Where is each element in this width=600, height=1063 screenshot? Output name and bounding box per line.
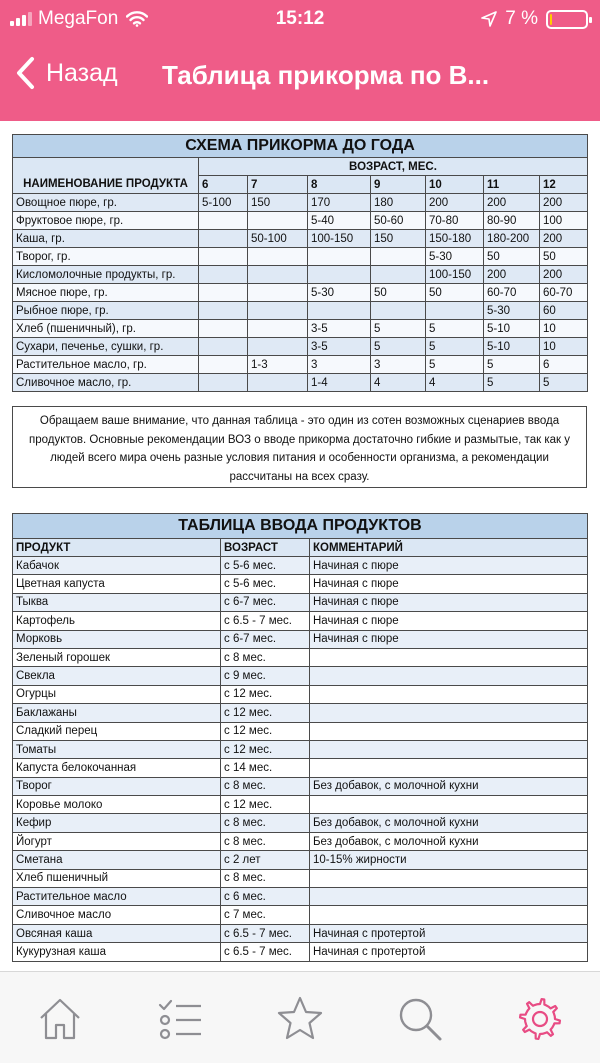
amount-cell: 5 — [426, 356, 484, 374]
product-cell: Сладкий перец — [13, 722, 221, 740]
amount-cell: 5 — [484, 374, 540, 392]
amount-cell: 5 — [426, 338, 484, 356]
product-cell: Кукурузная каша — [13, 943, 221, 961]
chevron-left-icon — [14, 56, 36, 90]
amount-cell — [199, 284, 248, 302]
product-name-cell: Хлеб (пшеничный), гр. — [13, 320, 199, 338]
age-cell: с 6.5 - 7 мес. — [221, 943, 310, 961]
amount-cell: 10 — [540, 338, 588, 356]
product-cell: Кабачок — [13, 557, 221, 575]
age-cell: с 8 мес. — [221, 777, 310, 795]
amount-cell: 4 — [426, 374, 484, 392]
age-cell: с 7 мес. — [221, 906, 310, 924]
comment-cell — [310, 869, 588, 887]
table-row — [13, 356, 588, 374]
age-cell: с 6-7 мес. — [221, 630, 310, 648]
amount-cell: 5 — [371, 338, 426, 356]
table-row — [13, 248, 588, 266]
amount-cell — [248, 320, 308, 338]
month-header: 9 — [371, 176, 426, 194]
table-row — [13, 284, 588, 302]
age-cell: с 12 мес. — [221, 704, 310, 722]
amount-cell — [308, 248, 371, 266]
amount-cell: 3-5 — [308, 338, 371, 356]
product-cell: Сметана — [13, 851, 221, 869]
comment-cell: Начиная с пюре — [310, 612, 588, 630]
table-row — [13, 740, 588, 758]
table-row — [13, 648, 588, 666]
header — [0, 0, 600, 121]
amount-cell: 5-40 — [308, 212, 371, 230]
amount-cell: 3 — [308, 356, 371, 374]
amount-cell: 3 — [371, 356, 426, 374]
amount-cell — [199, 302, 248, 320]
product-cell: Тыква — [13, 593, 221, 611]
comment-cell: 10-15% жирности — [310, 851, 588, 869]
product-cell: Сливочное масло — [13, 906, 221, 924]
battery-level — [550, 14, 552, 25]
table-row — [13, 667, 588, 685]
column-header: ВОЗРАСТ — [221, 539, 310, 557]
product-cell: Хлеб пшеничный — [13, 869, 221, 887]
amount-cell — [199, 212, 248, 230]
location-icon — [481, 11, 497, 27]
comment-cell — [310, 906, 588, 924]
amount-cell: 50-100 — [248, 230, 308, 248]
back-label: Назад — [46, 58, 118, 87]
comment-cell: Без добавок, с молочной кухни — [310, 777, 588, 795]
amount-cell — [371, 302, 426, 320]
product-cell: Йогурт — [13, 832, 221, 850]
product-name-cell: Рыбное пюре, гр. — [13, 302, 199, 320]
tab-bar — [0, 971, 600, 1063]
table-row — [13, 888, 588, 906]
amount-cell: 200 — [484, 194, 540, 212]
table-row — [13, 266, 588, 284]
month-header: 8 — [308, 176, 371, 194]
table-row — [13, 851, 588, 869]
amount-cell: 50 — [484, 248, 540, 266]
comment-cell: Начиная с пюре — [310, 593, 588, 611]
feeding-scheme-table — [12, 134, 588, 392]
comment-cell: Начиная с пюре — [310, 630, 588, 648]
amount-cell — [248, 338, 308, 356]
amount-cell — [248, 212, 308, 230]
amount-cell: 5-30 — [484, 302, 540, 320]
comment-cell: Без добавок, с молочной кухни — [310, 832, 588, 850]
age-cell: с 5-6 мес. — [221, 557, 310, 575]
tab-checklist[interactable] — [155, 994, 205, 1044]
tab-home[interactable] — [35, 994, 85, 1044]
column-header: ПРОДУКТ — [13, 539, 221, 557]
table-row — [13, 338, 588, 356]
amount-cell: 6 — [540, 356, 588, 374]
product-name-cell: Сухари, печенье, сушки, гр. — [13, 338, 199, 356]
amount-cell — [371, 266, 426, 284]
comment-cell — [310, 648, 588, 666]
product-cell: Баклажаны — [13, 704, 221, 722]
product-cell: Растительное масло — [13, 888, 221, 906]
age-cell: с 8 мес. — [221, 648, 310, 666]
product-cell: Капуста белокочанная — [13, 759, 221, 777]
amount-cell: 200 — [540, 194, 588, 212]
amount-cell — [199, 374, 248, 392]
amount-cell — [308, 266, 371, 284]
amount-cell: 5-10 — [484, 338, 540, 356]
amount-cell: 50 — [540, 248, 588, 266]
amount-cell: 150 — [371, 230, 426, 248]
table-row — [13, 722, 588, 740]
month-header: 6 — [199, 176, 248, 194]
amount-cell: 50-60 — [371, 212, 426, 230]
table-row — [13, 832, 588, 850]
amount-cell: 5-30 — [308, 284, 371, 302]
amount-cell: 60-70 — [484, 284, 540, 302]
amount-cell: 100-150 — [308, 230, 371, 248]
nav-bar — [0, 46, 600, 112]
product-cell: Цветная капуста — [13, 575, 221, 593]
table-row — [13, 869, 588, 887]
comment-cell: Начиная с пюре — [310, 557, 588, 575]
amount-cell: 10 — [540, 320, 588, 338]
comment-cell: Начиная с протертой — [310, 924, 588, 942]
amount-cell: 200 — [540, 266, 588, 284]
age-cell: с 6-7 мес. — [221, 593, 310, 611]
column-header: КОММЕНТАРИЙ — [310, 539, 588, 557]
age-cell: с 12 мес. — [221, 740, 310, 758]
tab-search[interactable] — [395, 994, 445, 1044]
comment-cell — [310, 704, 588, 722]
amount-cell — [199, 356, 248, 374]
home-icon — [35, 994, 85, 1044]
amount-cell — [308, 302, 371, 320]
age-cell: с 5-6 мес. — [221, 575, 310, 593]
age-header: ВОЗРАСТ, МЕС. — [199, 158, 588, 176]
search-icon — [395, 994, 445, 1044]
comment-cell — [310, 740, 588, 758]
checklist-icon — [155, 994, 205, 1044]
product-name-cell: Овощное пюре, гр. — [13, 194, 199, 212]
product-cell: Морковь — [13, 630, 221, 648]
table-row — [13, 943, 588, 961]
product-name-cell: Растительное масло, гр. — [13, 356, 199, 374]
amount-cell: 70-80 — [426, 212, 484, 230]
age-cell: с 12 мес. — [221, 722, 310, 740]
amount-cell — [199, 230, 248, 248]
table-row — [13, 796, 588, 814]
month-header: 12 — [540, 176, 588, 194]
amount-cell: 3-5 — [308, 320, 371, 338]
amount-cell: 60-70 — [540, 284, 588, 302]
table-row — [13, 685, 588, 703]
table-row — [13, 777, 588, 795]
comment-cell — [310, 722, 588, 740]
content-scroll[interactable] — [0, 121, 600, 971]
product-name-cell: Кисломолочные продукты, гр. — [13, 266, 199, 284]
amount-cell: 200 — [484, 266, 540, 284]
tab-favorites[interactable] — [275, 994, 325, 1044]
product-cell: Картофель — [13, 612, 221, 630]
product-cell: Коровье молоко — [13, 796, 221, 814]
amount-cell: 100-150 — [426, 266, 484, 284]
table-row — [13, 374, 588, 392]
table-row — [13, 230, 588, 248]
product-cell: Свекла — [13, 667, 221, 685]
feeding-scheme-title: СХЕМА ПРИКОРМА ДО ГОДА — [13, 135, 588, 158]
age-cell: с 9 мес. — [221, 667, 310, 685]
amount-cell: 1-3 — [248, 356, 308, 374]
amount-cell — [248, 284, 308, 302]
star-icon — [275, 994, 325, 1044]
amount-cell — [248, 266, 308, 284]
amount-cell: 5-30 — [426, 248, 484, 266]
amount-cell: 1-4 — [308, 374, 371, 392]
status-bar — [0, 0, 600, 38]
table-row — [13, 814, 588, 832]
table-row — [13, 320, 588, 338]
product-intro-table — [12, 513, 588, 962]
table-row — [13, 575, 588, 593]
back-button[interactable] — [14, 56, 118, 90]
product-cell: Томаты — [13, 740, 221, 758]
month-header: 11 — [484, 176, 540, 194]
amount-cell: 5 — [426, 320, 484, 338]
carrier-name: MegaFon — [38, 8, 119, 29]
amount-cell — [199, 248, 248, 266]
amount-cell: 5-10 — [484, 320, 540, 338]
amount-cell — [248, 374, 308, 392]
table-row — [13, 630, 588, 648]
clock: 15:12 — [275, 8, 325, 29]
amount-cell: 200 — [540, 230, 588, 248]
product-cell: Творог — [13, 777, 221, 795]
table-row — [13, 704, 588, 722]
amount-cell: 5-100 — [199, 194, 248, 212]
month-header: 10 — [426, 176, 484, 194]
table-row — [13, 212, 588, 230]
table-row — [13, 906, 588, 924]
product-name-cell: Мясное пюре, гр. — [13, 284, 199, 302]
amount-cell: 50 — [426, 284, 484, 302]
age-cell: с 12 мес. — [221, 796, 310, 814]
amount-cell: 4 — [371, 374, 426, 392]
amount-cell: 5 — [540, 374, 588, 392]
age-cell: с 2 лет — [221, 851, 310, 869]
comment-cell — [310, 685, 588, 703]
product-cell: Овсяная каша — [13, 924, 221, 942]
comment-cell — [310, 888, 588, 906]
comment-cell: Начиная с пюре — [310, 575, 588, 593]
age-cell: с 6 мес. — [221, 888, 310, 906]
amount-cell: 200 — [426, 194, 484, 212]
battery-percent: 7 % — [505, 8, 538, 29]
comment-cell — [310, 759, 588, 777]
amount-cell: 5 — [371, 320, 426, 338]
age-cell: с 12 мес. — [221, 685, 310, 703]
amount-cell: 50 — [371, 284, 426, 302]
battery-icon — [546, 10, 588, 29]
table-row — [13, 194, 588, 212]
comment-cell — [310, 667, 588, 685]
age-cell: с 6.5 - 7 мес. — [221, 612, 310, 630]
amount-cell: 100 — [540, 212, 588, 230]
month-header: 7 — [248, 176, 308, 194]
gear-icon — [515, 994, 565, 1044]
amount-cell: 80-90 — [484, 212, 540, 230]
comment-cell: Начиная с протертой — [310, 943, 588, 961]
tab-settings[interactable] — [515, 994, 565, 1044]
table-row — [13, 557, 588, 575]
amount-cell: 150-180 — [426, 230, 484, 248]
amount-cell: 5 — [484, 356, 540, 374]
age-cell: с 8 мес. — [221, 832, 310, 850]
product-cell: Огурцы — [13, 685, 221, 703]
age-cell: с 8 мес. — [221, 869, 310, 887]
amount-cell — [371, 248, 426, 266]
product-cell: Кефир — [13, 814, 221, 832]
amount-cell — [199, 320, 248, 338]
product-cell: Зеленый горошек — [13, 648, 221, 666]
table-row — [13, 593, 588, 611]
product-name-cell: Фруктовое пюре, гр. — [13, 212, 199, 230]
product-name-cell: Каша, гр. — [13, 230, 199, 248]
product-name-cell: Сливочное масло, гр. — [13, 374, 199, 392]
amount-cell — [248, 248, 308, 266]
product-name-cell: Творог, гр. — [13, 248, 199, 266]
age-cell: с 8 мес. — [221, 814, 310, 832]
table-row — [13, 612, 588, 630]
age-cell: с 14 мес. — [221, 759, 310, 777]
amount-cell: 170 — [308, 194, 371, 212]
page-title: Таблица прикорма по В... — [162, 60, 490, 90]
table-row — [13, 302, 588, 320]
amount-cell — [199, 338, 248, 356]
age-cell: с 6.5 - 7 мес. — [221, 924, 310, 942]
disclaimer-note: Обращаем ваше внимание, что данная таблица - это один из сотен возможных сценариев ввода продуктов. Основные рекомендации ВОЗ о вводе прикорма достаточно гибкие и размытые, так как у людей всего мира очень разные условия питания и особенности организма, а рекомендации рассчитаны на всех сразу. — [12, 406, 587, 488]
product-header: НАИМЕНОВАНИЕ ПРОДУКТА — [13, 176, 199, 194]
table-row — [13, 924, 588, 942]
amount-cell — [199, 266, 248, 284]
comment-cell: Без добавок, с молочной кухни — [310, 814, 588, 832]
comment-cell — [310, 796, 588, 814]
amount-cell — [426, 302, 484, 320]
amount-cell: 180-200 — [484, 230, 540, 248]
amount-cell: 180 — [371, 194, 426, 212]
amount-cell: 60 — [540, 302, 588, 320]
amount-cell: 150 — [248, 194, 308, 212]
table-row — [13, 759, 588, 777]
product-intro-title: ТАБЛИЦА ВВОДА ПРОДУКТОВ — [13, 514, 588, 539]
amount-cell — [248, 302, 308, 320]
